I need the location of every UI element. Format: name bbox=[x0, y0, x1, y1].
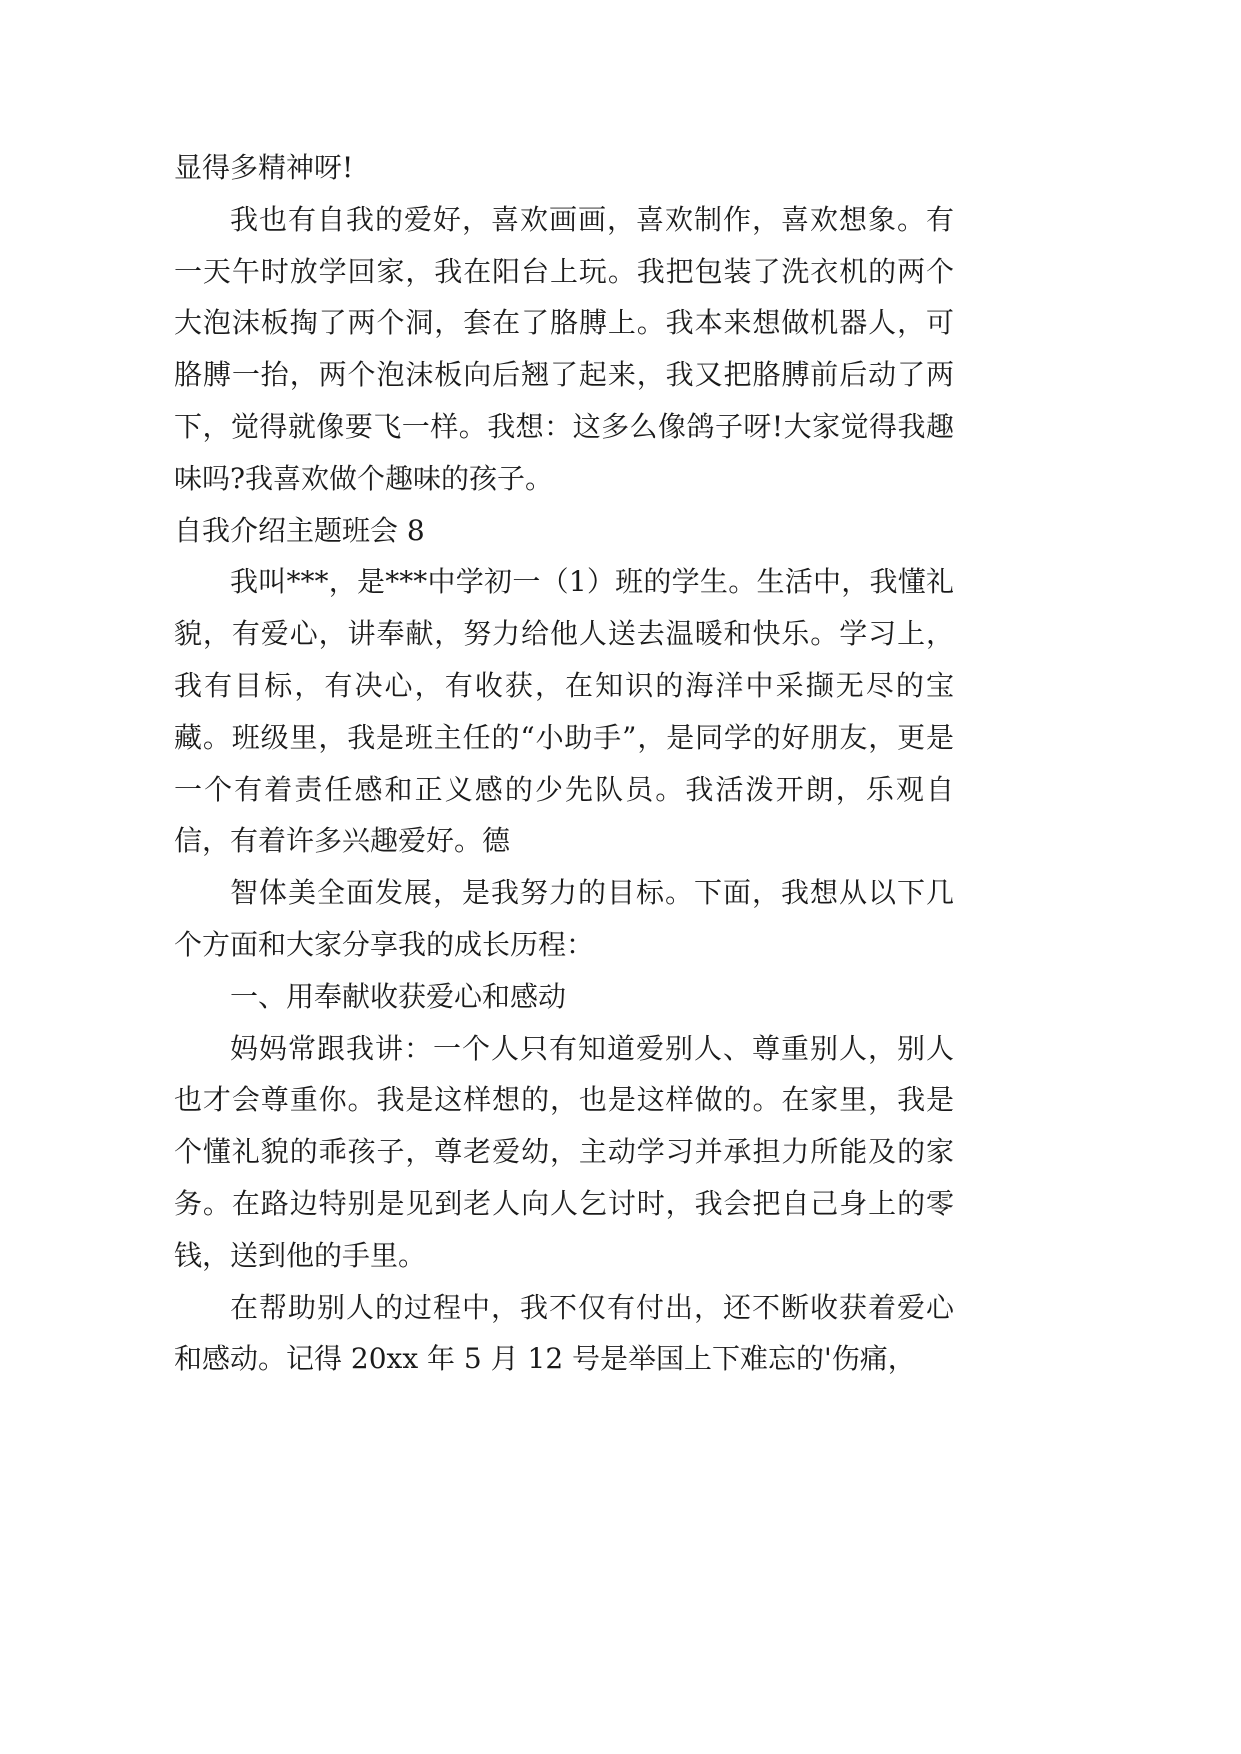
paragraph-helping-others: 在帮助别人的过程中，我不仅有付出，还不断收获着爱心和感动。记得 20xx 年 5 月 12 号是举国上下难忘的'伤痛， bbox=[174, 1290, 954, 1376]
paragraph-hobbies: 我也有自我的爱好，喜欢画画，喜欢制作，喜欢想象。有一天午时放学回家，我在阳台上玩。我把包装了洗衣机的两个大泡沫板掏了两个洞，套在了胳膊上。我本来想做机器人，可胳膊一抬，两个泡沫板向后翘了起来，我又把胳膊前后动了两下，觉得就像要飞一样。我想：这多么像鸽子呀!大家觉得我趣味吗?我喜欢做个趣味的孩子。 bbox=[174, 202, 954, 495]
document-body bbox=[174, 142, 954, 1385]
paragraph-goals: 智体美全面发展，是我努力的目标。下面，我想从以下几个方面和大家分享我的成长历程： bbox=[174, 876, 954, 961]
paragraph-introduction: 我叫***，是***中学初一（1）班的学生。生活中，我懂礼貌，有爱心，讲奉献，努力给他人送去温暖和快乐。学习上，我有目标，有决心，有收获，在知识的海洋中采撷无尽的宝藏。班级里，我是班主任的“小助手”，是同学的好朋友，更是一个有着责任感和正义感的少先队员。我活泼开朗，乐观自信，有着许多兴趣爱好。德 bbox=[174, 565, 954, 858]
paragraph-respect: 妈妈常跟我讲：一个人只有知道爱别人、尊重别人，别人也才会尊重你。我是这样想的，也是这样做的。在家里，我是个懂礼貌的乖孩子，尊老爱幼，主动学习并承担力所能及的家务。在路边特别是见到老人向人乞讨时，我会把自己身上的零钱，送到他的手里。 bbox=[174, 1031, 954, 1272]
section-heading: 自我介绍主题班会 8 bbox=[174, 513, 425, 547]
paragraph-continuation: 显得多精神呀! bbox=[174, 151, 354, 184]
subheading-dedication: 一、用奉献收获爱心和感动 bbox=[230, 979, 567, 1013]
